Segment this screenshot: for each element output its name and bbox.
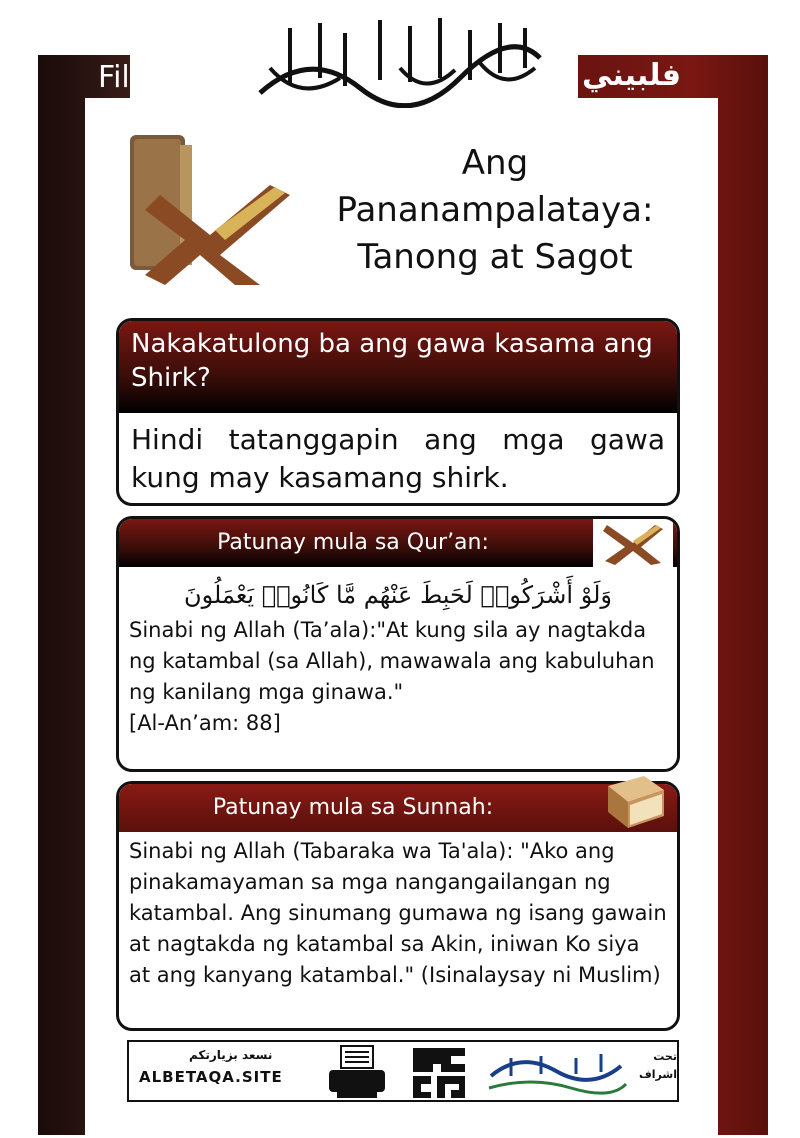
question-card: [116, 318, 680, 506]
footer-site-link[interactable]: ALBETAQA.SITE: [139, 1068, 283, 1086]
basmala-calligraphy: [250, 8, 550, 108]
footer-bar: [127, 1040, 679, 1102]
title-line-1: Ang: [461, 143, 529, 183]
quran-proof-heading: [119, 519, 677, 567]
question-heading: Nakakatulong ba ang gawa kasama ang Shirk?: [119, 321, 677, 413]
title-line-3: Tanong at Sagot: [357, 237, 633, 277]
quran-arabic-verse: وَلَوْ أَشْرَكُوا۟ لَحَبِطَ عَنْهُم مَّا كَانُوا۟ يَعْمَلُونَ: [183, 581, 613, 609]
sunnah-proof-card: [116, 781, 680, 1031]
title-line-2: Pananampalataya:: [336, 190, 654, 230]
footer-supervision-text: [639, 1048, 677, 1084]
quran-stand-icon: [120, 125, 295, 285]
quran-proof-heading-label: Patunay mula sa Qur’an:: [217, 530, 489, 555]
printer-icon: [327, 1044, 387, 1100]
answer-text: Hindi tatanggapin ang mga gawa kung may kasamang shirk.: [131, 423, 665, 494]
organization-logo-graphic: [481, 1046, 631, 1100]
quran-reference: [Al-An’am: 88]: [129, 711, 281, 735]
quran-stand-small-icon: [593, 519, 673, 567]
book-icon: [600, 772, 670, 832]
quran-proof-card: [116, 516, 680, 772]
page-title: [330, 140, 660, 281]
language-label-arabic: فلبيني: [582, 58, 681, 93]
sunnah-proof-heading: Patunay mula sa Sunnah:: [119, 784, 677, 832]
footer-visit-text: نسعد بزيارتكم: [189, 1048, 273, 1062]
footer-supervision-line-2: اشراف: [639, 1068, 677, 1081]
quran-translation-text: Sinabi ng Allah (Ta’ala):"At kung sila ay nagtakda ng katambal (sa Allah), mawawala ang kabuluhan ng kanilang mga ginawa.": [129, 618, 655, 704]
sunnah-text: Sinabi ng Allah (Tabaraka wa Ta'ala): "Ako ang pinakamayaman sa mga nangangailangan ng katambal. Ang sinumang gumawa ng isang gawain at nagtakda ng katambal sa Akin, iniwan Ko siya at ang kanyang katambal." (Isinalaysay ni Muslim): [129, 839, 667, 987]
language-label-filipino: Filipino: [98, 60, 203, 95]
qr-code-icon: [411, 1046, 467, 1100]
footer-supervision-line-1: تحت: [653, 1050, 677, 1063]
quran-translation: [119, 615, 677, 739]
organization-logo: [481, 1046, 631, 1100]
